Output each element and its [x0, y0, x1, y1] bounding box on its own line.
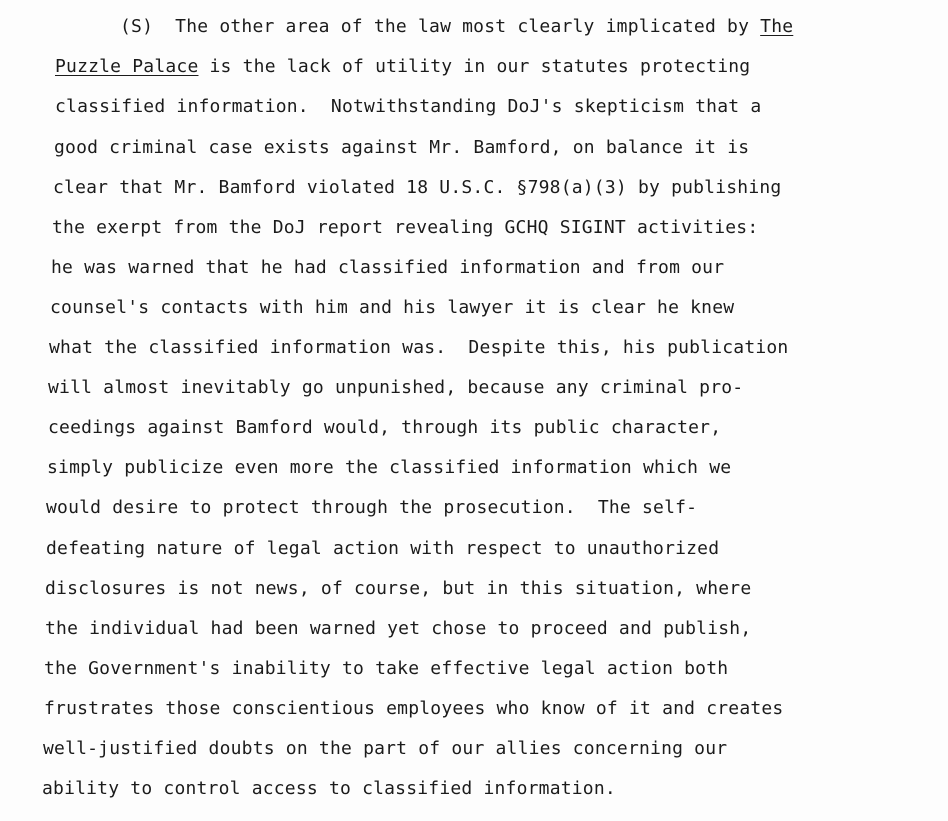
text-line-16: the individual had been warned yet chose to proceed and publish, — [45, 618, 752, 639]
text-line-15: disclosures is not news, of course, but in this situation, where — [45, 578, 752, 599]
text-line-14: defeating nature of legal action with respect to unauthorized — [46, 538, 720, 559]
text-line-19: well-justified doubts on the part of our allies concerning our — [43, 738, 728, 759]
text-line-7: he was warned that he had classified information and from our — [51, 257, 725, 278]
text-line-10: will almost inevitably go unpunished, because any criminal pro- — [48, 377, 744, 398]
text-line-17: the Government's inability to take effective legal action both — [44, 658, 729, 679]
text-line-18: frustrates those conscientious employees who know of it and creates — [44, 698, 784, 719]
text-line-1-prefix: (S) The other area of the law most clearly implicated by — [120, 16, 761, 37]
text-line-9: what the classified information was. Despite this, his publication — [49, 337, 789, 358]
text-line-6: the exerpt from the DoJ report revealing GCHQ SIGINT activities: — [52, 217, 759, 238]
text-line-3: classified information. Notwithstanding DoJ's skepticism that a — [55, 96, 762, 117]
text-line-12: simply publicize even more the classified information which we — [47, 457, 732, 478]
book-title-part-2: Puzzle Palace — [55, 56, 199, 77]
text-line-2 — [55, 56, 750, 78]
text-line-8: counsel's contacts with him and his lawyer it is clear he knew — [50, 297, 735, 318]
text-line-11: ceedings against Bamford would, through its public character, — [48, 417, 722, 438]
text-line-20: ability to control access to classified information. — [42, 778, 616, 799]
book-title-part-1: The — [760, 16, 794, 37]
text-line-4: good criminal case exists against Mr. Bamford, on balance it is — [54, 137, 750, 158]
text-line-1 — [120, 16, 793, 38]
text-line-5: clear that Mr. Bamford violated 18 U.S.C. §798(a)(3) by publishing — [53, 177, 782, 198]
text-line-13: would desire to protect through the prosecution. The self- — [46, 497, 698, 518]
text-line-2-suffix: is the lack of utility in our statutes protecting — [198, 56, 751, 77]
